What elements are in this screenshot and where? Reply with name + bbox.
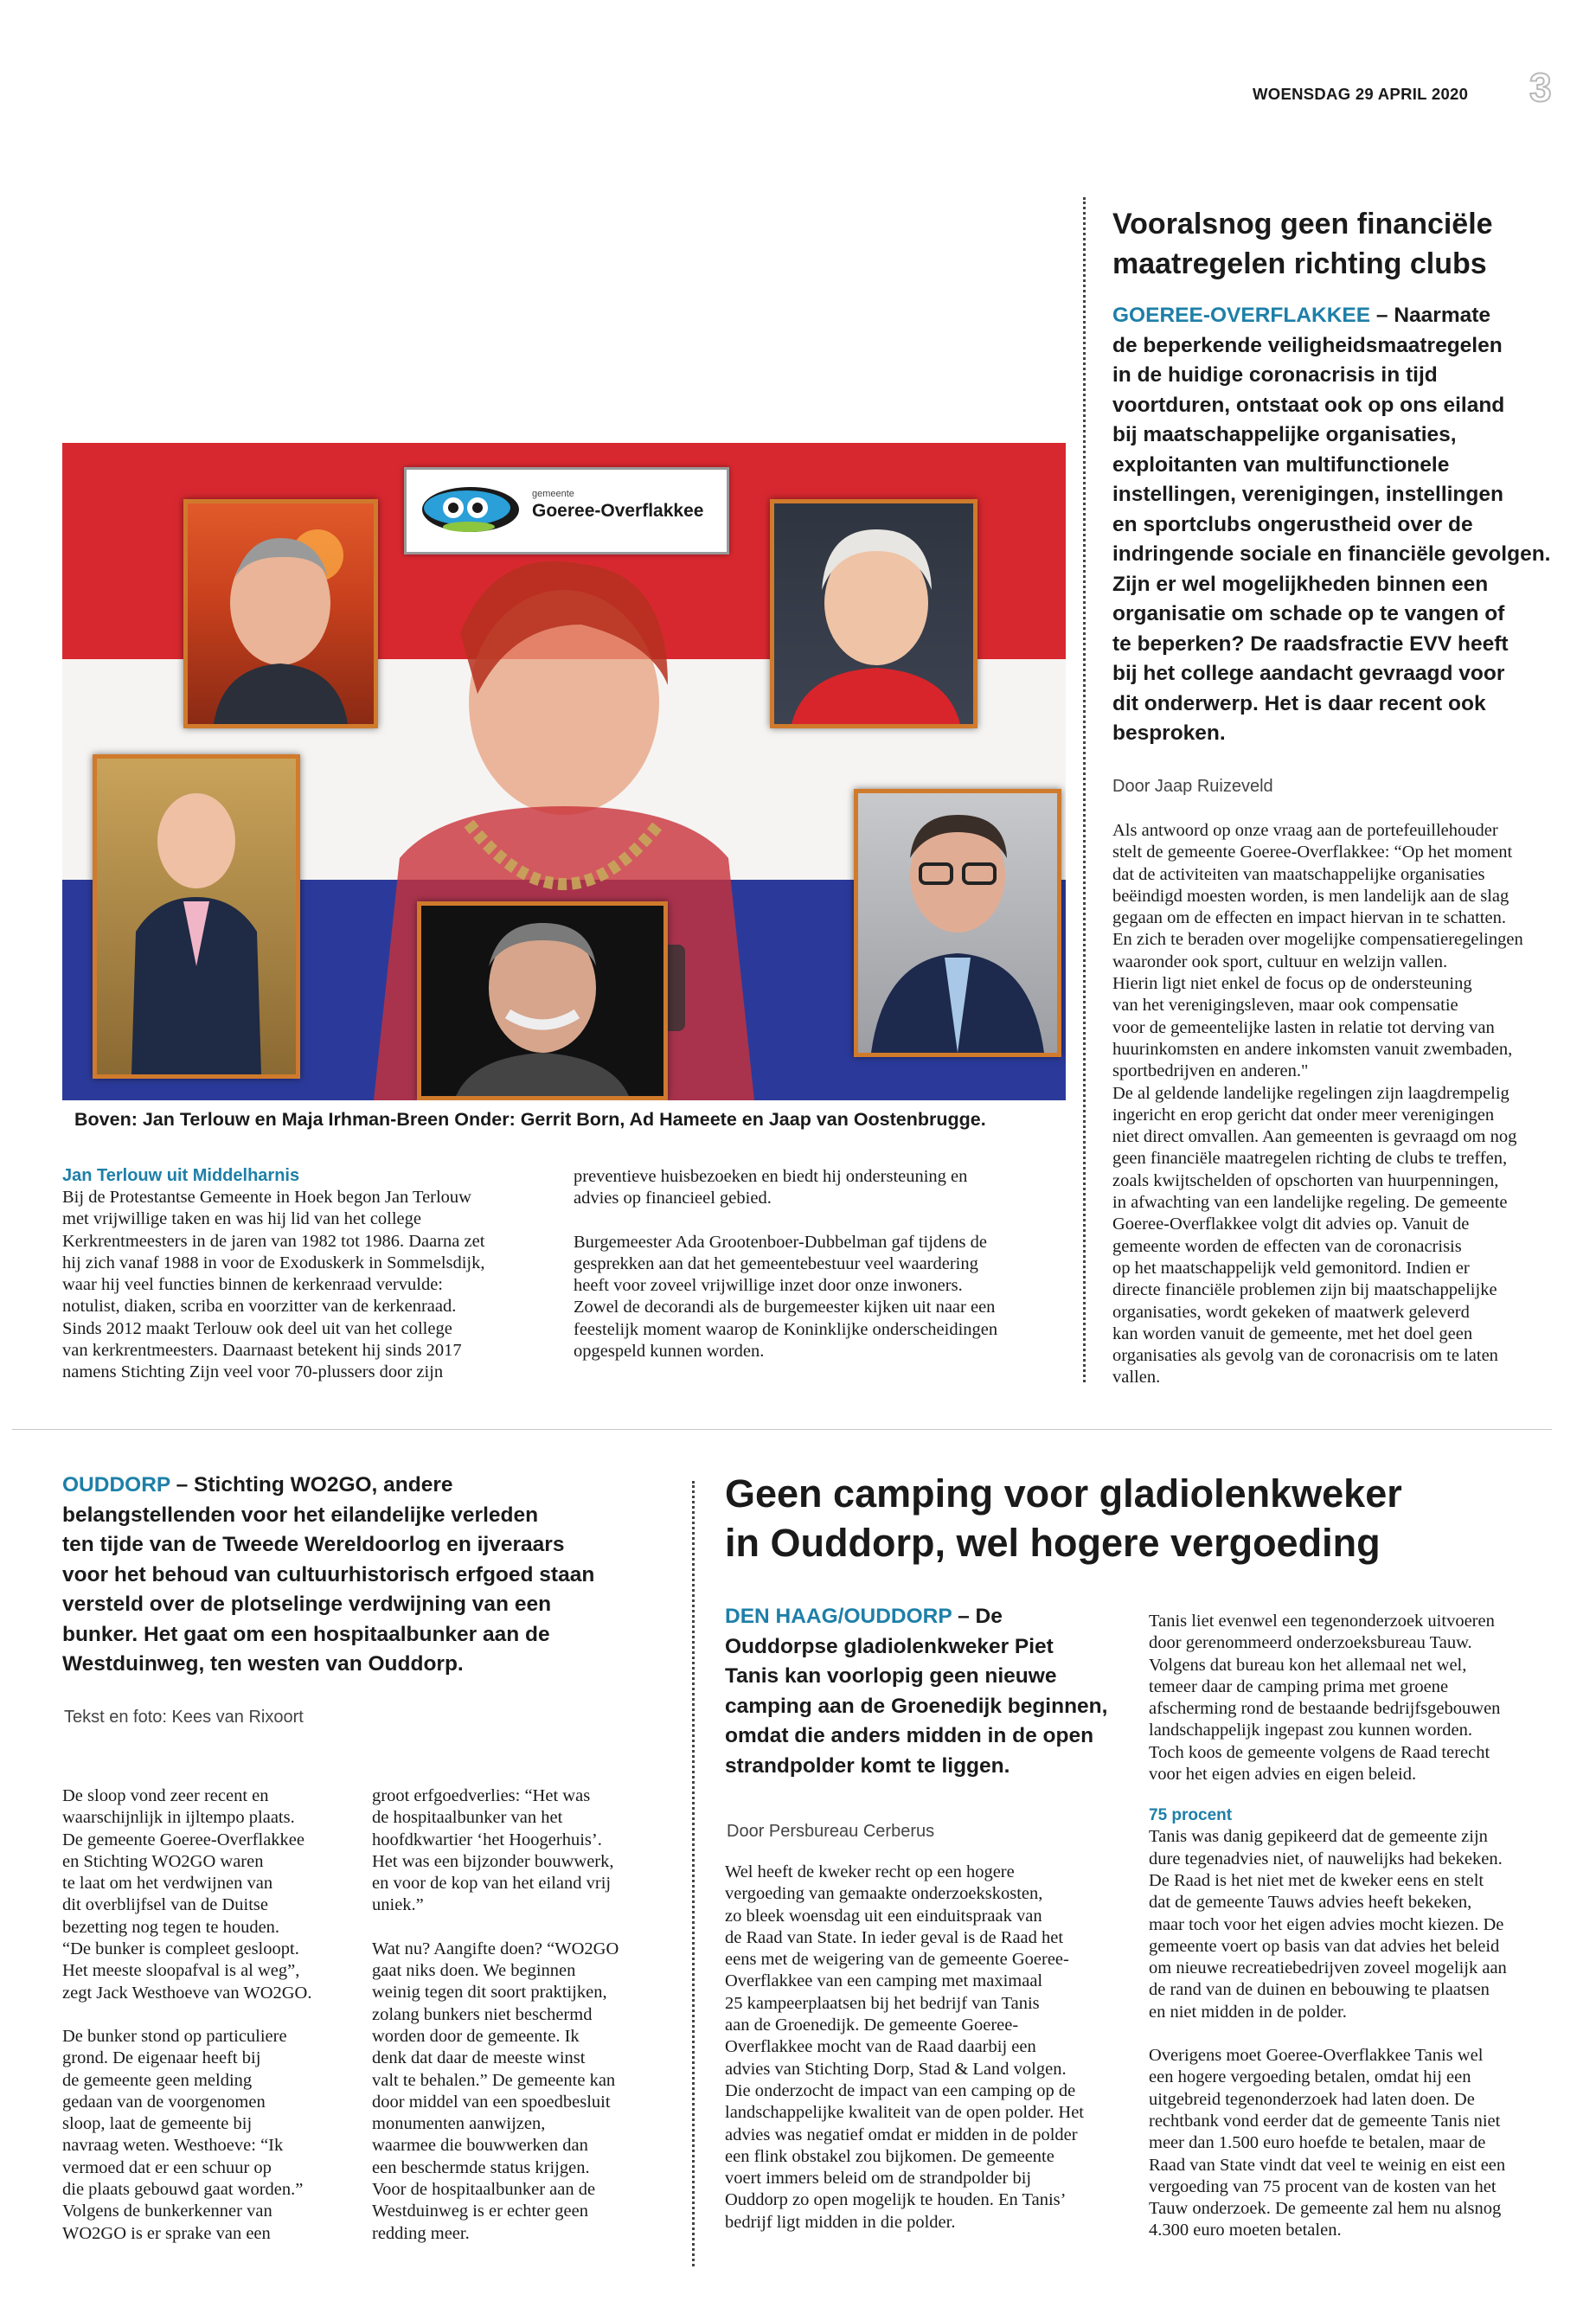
article1-divider [1083, 197, 1086, 1382]
lead-line: bij het college aandacht gevraagd voor [1112, 662, 1505, 685]
article2-col1 [62, 1785, 356, 2245]
lead-text: – Naarmate [1370, 304, 1491, 327]
body-line: valt te behalen.” De gemeente kan [372, 2070, 616, 2090]
body-line: landschappelijk ingepast zou kunnen worden. [1149, 1721, 1473, 1740]
body-line: 4.300 euro moeten betalen. [1149, 2221, 1342, 2240]
body-line: directe financiële problemen zijn bij maatschappelijke [1112, 1280, 1497, 1300]
article1-title [1112, 204, 1493, 284]
body-line: vergoeding van 75 procent van de kosten van het [1149, 2176, 1497, 2196]
lead-line: omdat die anders midden in de open [725, 1724, 1094, 1747]
body-line: gemeente voert op basis van dat advies het beleid [1149, 1936, 1500, 1956]
body-line: gedaan van de voorgenomen [62, 2092, 266, 2112]
body-line: waar hij veel functies binnen de kerkenraad vervulde: [62, 1275, 443, 1295]
body-line: te laat om het verdwijnen van [62, 1874, 273, 1894]
lead-line: exploitanten van multifunctionele [1112, 452, 1450, 477]
article3-title [725, 1469, 1402, 1567]
logo-name: Goeree-Overflakkee [532, 501, 704, 521]
lead-line: organisatie om schade op te vangen of [1112, 602, 1505, 625]
article3-location: DEN HAAG/OUDDORP [725, 1605, 952, 1628]
body-line: sloop, laat de gemeente bij [62, 2114, 253, 2134]
body-line: Volgens de bunkerkenner van [62, 2202, 272, 2221]
body-line: voert immers beleid om de strandpolder bij [725, 2169, 1032, 2189]
body-line: organisaties, wordt gekeken of maatwerk geleverd [1112, 1302, 1470, 1322]
body-line: een hogere vergoeding betalen, omdat hij een [1149, 2067, 1471, 2087]
body-line: landschappelijke kwaliteit van de open polder. Het [725, 2103, 1084, 2123]
article1-title-line: Vooralsnog geen financiële [1112, 208, 1493, 240]
lead-line: Tanis kan voorlopig geen nieuwe [725, 1664, 1057, 1688]
body-line: rechtbank vond eerder dat de gemeente Tanis niet [1149, 2111, 1501, 2131]
body-line: sportbedrijven en anderen." [1112, 1061, 1309, 1081]
lead-line: versteld over de plotselinge verdwijning van een [62, 1593, 552, 1616]
body-line: en Stichting WO2GO waren [62, 1851, 264, 1871]
lead-line: indringende sociale en financiële gevolgen. [1112, 542, 1551, 566]
municipality-logo [404, 467, 729, 554]
body-line: Het was een bijzonder bouwwerk, [372, 1851, 614, 1871]
body-line: Ouddorp zo open mogelijk te houden. En Tanis’ [725, 2190, 1067, 2210]
logo-small-text: gemeente [532, 489, 574, 499]
body-line: dure tegenadvies niet, of nauwelijks had bekeken. [1149, 1849, 1503, 1868]
body-line: Goeree-Overflakkee volgt dit advies op. Vanuit de [1112, 1215, 1470, 1234]
lead-line: in de huidige coronacrisis in tijd [1112, 363, 1438, 387]
article1-byline: Door Jaap Ruizeveld [1112, 777, 1273, 796]
lead-line: de beperkende veiligheidsmaatregelen [1112, 333, 1503, 357]
body-line: om nieuwe recreatiebedrijven zoveel mogelijk aan [1149, 1958, 1507, 1978]
person-silhouette-icon [774, 503, 973, 724]
body-line: Volgens dat bureau kon het allemaal net wel, [1149, 1655, 1467, 1675]
person-silhouette-icon [97, 759, 296, 1074]
body-line: Tanis was danig gepikeerd dat de gemeente zijn [1149, 1827, 1488, 1847]
body-line: aan de Groenedijk. De gemeente Goeree- [725, 2016, 1019, 2035]
body-line: gemeente worden de effecten van de coronacrisis [1112, 1236, 1462, 1256]
body-line: zo bleek woensdag uit een einduitspraak van [725, 1906, 1042, 1926]
body-line: De bunker stond op particuliere [62, 2026, 287, 2046]
body-line: De gemeente Goeree-Overflakkee [62, 1830, 304, 1849]
body-line: vermoed dat er een schuur op [62, 2157, 272, 2177]
body-line: advies van Stichting Dorp, Stad & Land volgen. [725, 2059, 1067, 2079]
body-line: heeft voor zoveel vrijwillige inzet door onze inwoners. [574, 1276, 963, 1296]
lead-line: dit onderwerp. Het is daar recent ook [1112, 691, 1486, 715]
lead-text: – De [952, 1605, 1003, 1628]
body-line: op het maatschappelijk veld gemonitord. Indien er [1112, 1258, 1470, 1278]
body-line: Overigens moet Goeree-Overflakkee Tanis wel [1149, 2046, 1484, 2066]
body-line: namens Stichting Zijn veel voor 70-plussers door zijn [62, 1362, 444, 1382]
body-line: redding meer. [372, 2223, 470, 2243]
body-line: maar toch voor het eigen advies mocht kiezen. De [1149, 1914, 1504, 1934]
body-line: Bij de Protestantse Gemeente in Hoek begon Jan Terlouw [62, 1188, 471, 1207]
portrait-ad-hameete [417, 901, 668, 1100]
article2-byline: Tekst en foto: Kees van Rixoort [64, 1708, 304, 1727]
body-line: een flink obstakel zou bijkomen. De gemeente [725, 2146, 1054, 2166]
body-line: meer dan 1.500 euro hoefde te betalen, maar de [1149, 2133, 1486, 2153]
body-line: met vrijwillige taken en was hij lid van het college [62, 1209, 422, 1229]
body-line: grond. De eigenaar heeft bij [62, 2048, 261, 2068]
body-line: in afwachting van een landelijke regeling. De gemeente [1112, 1193, 1508, 1213]
body-line: ingericht en erop gericht dat onder meer verenigingen [1112, 1105, 1495, 1125]
body-line: zoals kwijtschelden of opschorten van huurpenningen, [1112, 1170, 1499, 1190]
body-line: waarschijnlijk in ijltempo plaats. [62, 1808, 295, 1828]
article1-title-line: maatregelen richting clubs [1112, 247, 1487, 280]
body-line: hoofdkwartier ‘het Hoogerhuis’. [372, 1830, 602, 1849]
body-line: waarmee die bouwwerken dan [372, 2136, 588, 2156]
portrait-gerrit-born [93, 754, 300, 1079]
article3-lead [725, 1602, 1114, 1781]
body-line: en niet midden in de polder. [1149, 2002, 1347, 2022]
body-line: opgespeld kunnen worden. [574, 1342, 765, 1362]
lead-line: instellingen, verenigingen, instellingen [1112, 483, 1503, 506]
photo-caption: Boven: Jan Terlouw en Maja Irhman-Breen Onder: Gerrit Born, Ad Hameete en Jaap van Oostenbrugge. [74, 1109, 986, 1130]
body-line: Tanis liet evenwel een tegenonderzoek uitvoeren [1149, 1612, 1495, 1631]
page-number: 3 [1529, 65, 1552, 110]
body-line: uniek.” [372, 1895, 424, 1915]
body-line: zolang bunkers niet beschermd [372, 2004, 593, 2024]
body-line: temeer daar de camping prima met groene [1149, 1676, 1449, 1696]
body-line: De sloop vond zeer recent en [62, 1786, 269, 1805]
lead-line: bij maatschappelijke organisaties, [1112, 423, 1457, 446]
body-line: vallen. [1112, 1368, 1161, 1388]
body-line: voor de gemeentelijke lasten in relatie tot derving van [1112, 1017, 1495, 1037]
lead-line: besproken. [1112, 721, 1226, 745]
body-line: van kerkrentmeesters. Daarnaast betekent hij sinds 2017 [62, 1341, 462, 1361]
portrait-jan-terlouw [183, 499, 378, 728]
article2-location: OUDDORP [62, 1473, 170, 1497]
sidebar-subhead: Jan Terlouw uit Middelharnis [62, 1166, 300, 1185]
article1-lead [1112, 301, 1580, 749]
lead-line: belangstellenden voor het eilandelijke verleden [62, 1503, 539, 1527]
body-line: gaat niks doen. We beginnen [372, 1961, 576, 1981]
body-line: en voor de kop van het eiland vrij [372, 1874, 612, 1894]
article2-col2 [372, 1785, 666, 2245]
body-line: Die onderzocht de impact van een camping op de [725, 2080, 1076, 2100]
portrait-maja-irhman-breen [770, 499, 977, 728]
body-line: feestelijk moment waarop de Koninklijke onderscheidingen [574, 1319, 998, 1339]
article3-lead-first-line [725, 1602, 1114, 1632]
body-line: Kerkrentmeesters in de jaren van 1982 tot 1986. Daarna zet [62, 1231, 485, 1251]
lead-line: en sportclubs ongerustheid over de [1112, 512, 1473, 536]
body-line: de gemeente geen melding [62, 2070, 253, 2090]
lead-line: te beperken? De raadsfractie EVV heeft [1112, 631, 1509, 656]
person-silhouette-icon [421, 906, 663, 1096]
body-line: de rand van de duinen en bebouwing te plaatsen [1149, 1980, 1490, 2000]
body-line: gegaan om de effecten en impact hiervan in te schatten. [1112, 908, 1506, 928]
body-line: “De bunker is compleet gesloopt. [62, 1939, 299, 1959]
lead-line: Ouddorpse gladiolenkweker Piet [725, 1634, 1054, 1658]
body-line: De Raad is het niet met de kweker eens en stelt [1149, 1870, 1484, 1890]
lead-line: ten tijde van de Tweede Wereldoorlog en ijveraars [62, 1533, 565, 1556]
article3-title-line: Geen camping voor gladiolenkweker [725, 1471, 1402, 1516]
sidebar-col2 [574, 1166, 1067, 1362]
body-line: Overflakkee mocht van de Raad daarbij een [725, 2037, 1036, 2057]
body-line: zegt Jack Westhoeve van WO2GO. [62, 1983, 312, 2003]
body-line: beëindigd moesten worden, is men landelijk aan de slag [1112, 886, 1509, 906]
body-line: advies was negatief omdat er midden in de polder [725, 2125, 1078, 2144]
article3-col1 [725, 1862, 1131, 2234]
body-line: Tauw onderzoek. De gemeente zal hem nu alsnog [1149, 2199, 1502, 2219]
article2-lead [62, 1471, 668, 1680]
article1-lead-first-line [1112, 301, 1580, 331]
body-line: kan worden vanuit de gemeente, met het doel geen [1112, 1324, 1473, 1343]
body-line: Voor de hospitaalbunker aan de [372, 2180, 596, 2200]
portrait-jaap-van-oostenbrugge [854, 789, 1061, 1057]
body-line: waaronder ook sport, cultuur en welzijn vallen. [1112, 952, 1448, 971]
sidebar-col1 [62, 1187, 555, 1384]
body-line: advies op financieel gebied. [574, 1189, 772, 1208]
lead-line: camping aan de Groenedijk beginnen, [725, 1694, 1108, 1718]
body-line: navraag weten. Westhoeve: “Ik [62, 2136, 284, 2156]
lead-line: Westduinweg, ten westen van Ouddorp. [62, 1652, 464, 1676]
lead-line: Zijn er wel mogelijkheden binnen een [1112, 572, 1489, 596]
body-line: Toch koos de gemeente volgens de Raad terecht [1149, 1742, 1490, 1762]
body-line: stelt de gemeente Goeree-Overflakkee: “Op het moment [1112, 843, 1513, 862]
section-divider [12, 1429, 1552, 1430]
body-line: preventieve huisbezoeken en biedt hij ondersteuning en [574, 1167, 968, 1186]
body-line: worden door de gemeente. Ik [372, 2026, 580, 2046]
body-line: Wat nu? Aangifte doen? “WO2GO [372, 1939, 619, 1958]
body-line: huurinkomsten en andere inkomsten vanuit zwembaden, [1112, 1039, 1513, 1059]
body-line: 25 kampeerplaatsen bij het bedrijf van Tanis [725, 1993, 1040, 2013]
body-line: notulist, diaken, scriba en voorzitter van de kerkenraad. [62, 1297, 457, 1317]
article1-body [1112, 820, 1571, 1389]
page-date: WOENSDAG 29 APRIL 2020 [1253, 85, 1469, 103]
article3-title-line: in Ouddorp, wel hogere vergoeding [725, 1521, 1381, 1565]
body-line: bezetting nog tegen te houden. [62, 1917, 280, 1937]
article3-col2 [1149, 1611, 1573, 2242]
body-line: een beschermde status krijgen. [372, 2157, 590, 2177]
body-line: door gerenommeerd onderzoeksbureau Tauw. [1149, 1633, 1472, 1653]
body-line: bedrijf ligt midden in die polder. [725, 2212, 956, 2232]
body-line: Zowel de decorandi als de burgemeester kijken uit naar een [574, 1298, 996, 1317]
body-line: vergoeding van gemaakte onderzoekskosten, [725, 1884, 1043, 1904]
lead-line: voor het behoud van cultuurhistorisch erfgoed staan [62, 1562, 595, 1586]
body-line: Sinds 2012 maakt Terlouw ook deel uit van het college [62, 1318, 452, 1338]
body-line: WO2GO is er sprake van een [62, 2223, 271, 2243]
body-line: Overflakkee van een camping met maximaal [725, 1971, 1043, 1991]
lead-line: strandpolder komt te liggen. [725, 1753, 1010, 1778]
body-line: dit overblijfsel van de Duitse [62, 1895, 268, 1915]
body-line: de hospitaalbunker van het [372, 1808, 563, 1828]
body-line: Het meeste sloopafval is al weg”, [62, 1961, 300, 1981]
lead-text: – Stichting WO2GO, andere [170, 1473, 453, 1497]
body-line: dat de gemeente Tauws advies heeft bekeken, [1149, 1893, 1472, 1913]
body-line: dat de activiteiten van maatschappelijke organisaties [1112, 864, 1485, 884]
body-line: geen financiële maatregelen richting de clubs te treffen, [1112, 1149, 1508, 1169]
body-line: Burgemeester Ada Grootenboer-Dubbelman gaf tijdens de [574, 1232, 987, 1252]
body-line: gesprekken aan dat het gemeentebestuur veel waardering [574, 1253, 978, 1273]
body-line: Hierin ligt niet enkel de focus op de ondersteuning [1112, 974, 1472, 994]
body-line: denk dat daar de meeste winst [372, 2048, 586, 2068]
body-line: uitgebreid tegenonderzoek had laten doen. De [1149, 2089, 1475, 2109]
article3-subhead: 75 procent [1149, 1806, 1233, 1825]
article1-location: GOEREE-OVERFLAKKEE [1112, 304, 1371, 327]
logo-icon [419, 482, 522, 537]
body-line: die plaats gebouwd gaat worden.” [62, 2180, 304, 2200]
article3-byline: Door Persbureau Cerberus [727, 1822, 935, 1841]
body-line: van het verenigingsleven, maar ook compensatie [1112, 996, 1458, 1016]
body-line: eens met de weigering van de gemeente Goeree- [725, 1950, 1069, 1970]
body-line: monumenten aanwijzen, [372, 2114, 546, 2134]
body-line: De al geldende landelijke regelingen zijn laagdrempelig [1112, 1083, 1509, 1103]
person-silhouette-icon [188, 503, 374, 724]
body-line: de Raad van State. In ieder geval is de Raad het [725, 1927, 1064, 1947]
lead-line: voortduren, ontstaat ook op ons eiland [1112, 393, 1505, 417]
photo-collage [62, 443, 1066, 1100]
person-silhouette-icon [858, 793, 1057, 1053]
body-line: groot erfgoedverlies: “Het was [372, 1786, 591, 1805]
article2-divider [692, 1481, 695, 2266]
body-line: door middel van een spoedbesluit [372, 2092, 611, 2112]
body-line: voor het eigen advies en eigen beleid. [1149, 1765, 1417, 1785]
lead-line: bunker. Het gaat om een hospitaalbunker aan de [62, 1622, 550, 1646]
body-line: Wel heeft de kweker recht op een hogere [725, 1862, 1015, 1881]
body-line: En zich te beraden over mogelijke compensatieregelingen [1112, 930, 1523, 950]
article2-lead-first-line [62, 1471, 668, 1501]
body-line: afscherming rond de bestaande bedrijfsgebouwen [1149, 1699, 1501, 1719]
body-line: Als antwoord op onze vraag aan de portefeuillehouder [1112, 821, 1498, 840]
body-line: niet direct omvallen. Aan gemeenten is gevraagd om nog [1112, 1127, 1517, 1147]
body-line: organisaties als gevolg van de coronacrisis om te laten [1112, 1346, 1498, 1366]
body-line: hij zich vanaf 1988 in voor de Exoduskerk in Sommelsdijk, [62, 1253, 485, 1272]
body-line: Raad van State vindt dat veel te weinig en eist een [1149, 2155, 1506, 2175]
body-line: weinig tegen dit soort praktijken, [372, 1983, 607, 2003]
body-line: Westduinweg is er echter geen [372, 2202, 588, 2221]
